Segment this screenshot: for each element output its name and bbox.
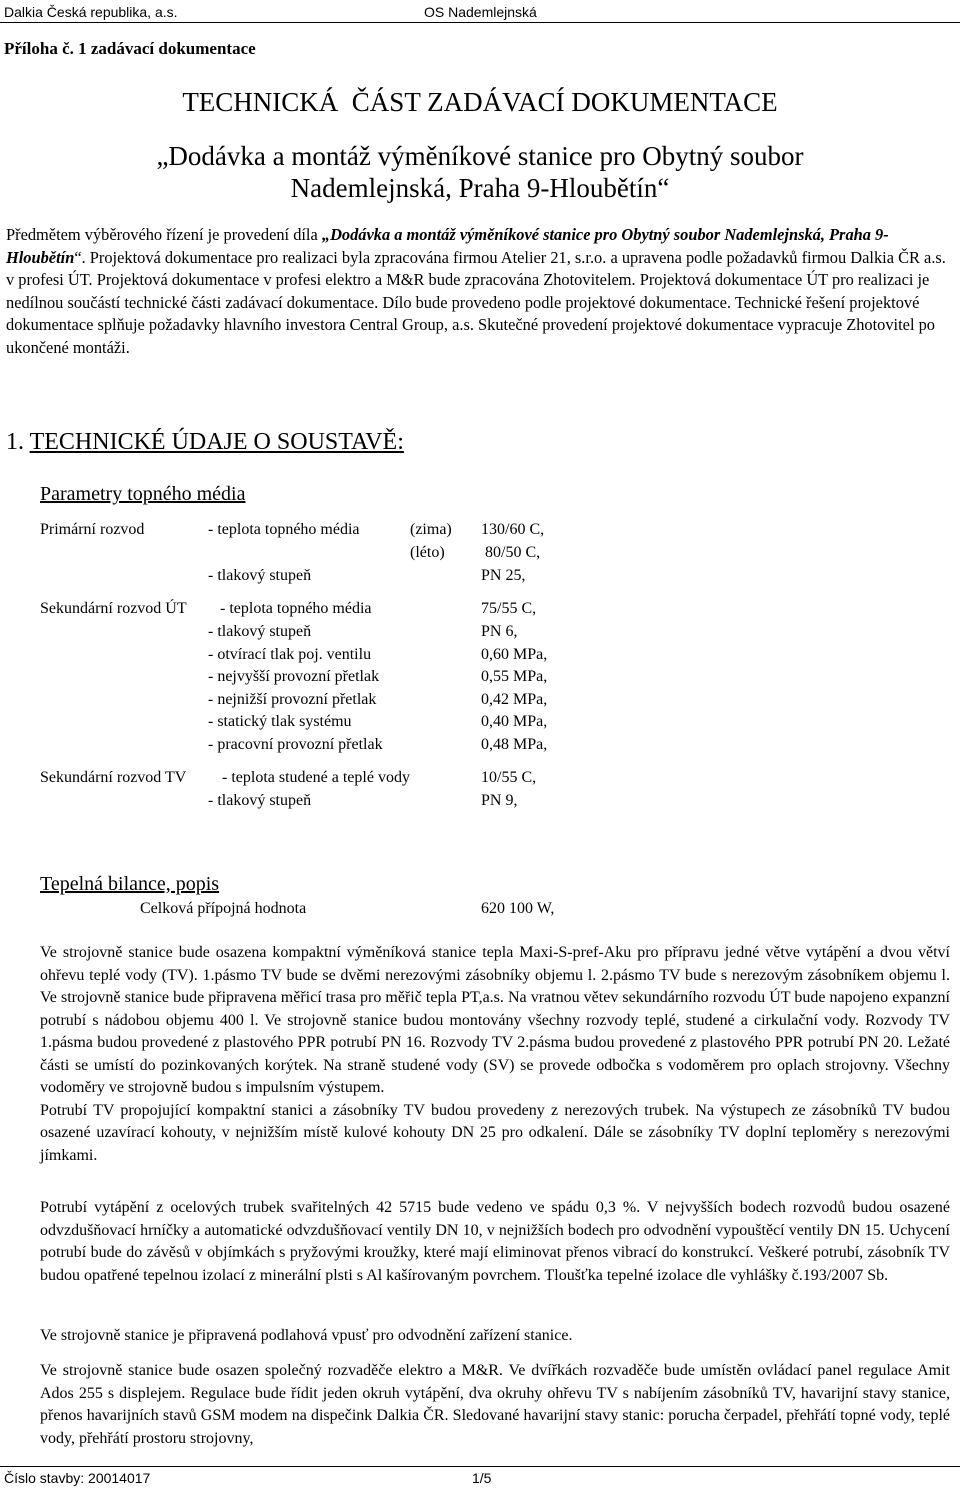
primary-value-2: PN 25, [481,567,526,584]
body-paragraph-1 [40,942,950,1167]
secondary-heating-value-3: 0,55 MPa, [481,668,548,685]
page-title: TECHNICKÁ ČÁST ZADÁVACÍ DOKUMENTACE [182,87,778,117]
secondary-heating-value-4: 0,42 MPa, [481,691,548,708]
secondary-tv-desc-0: - teplota studené a teplé vody [222,769,410,786]
secondary-heating-desc-1: - tlakový stupeň [208,623,312,640]
body-paragraph-3: Potrubí vytápění z ocelových trubek svařitelných 42 5715 bude vedeno ve spádu 0,3 %. V nejvyšších bodech rozvodů budou osazené odvzdušňovací hrníčky a automatické odvzdušňovací ventily DN 10, v nejnižších bodech pro odvodnění vypouštěcí ventily DN 15. Uchycení potrubí bude do závěsů v objímkách s pryžovými kroužky, které mají eliminovat přenos vibrací do konstrukcí. Veškeré potrubí, zásobník TV budou opatřené tepelnou izolací z minerální plsti s Al kašírovaným povrchem. Tloušťka tepelné izolace dle vyhlášky č.193/2007 Sb. [40,1199,950,1284]
attachment-label: Příloha č. 1 zadávací dokumentace [4,39,256,58]
header-rule [0,22,960,23]
section-title: TECHNICKÉ ÚDAJE O SOUSTAVĚ: [29,429,404,455]
primary-desc-0: - teplota topného média [208,521,360,538]
secondary-heating-desc-0: - teplota topného média [220,600,372,617]
primary-label: Primární rozvod [40,521,145,538]
secondary-heating-value-0: 75/55 C, [481,600,537,617]
balance-value: 620 100 W, [481,900,555,917]
primary-season-0: (zima) [410,521,452,538]
footer-page-number: 1/5 [472,1470,492,1486]
intro-rest: “. Projektová dokumentace pro realizaci byla zpracována firmou Atelier 21, s.r.o. a upravena podle požadavků firmou Dalkia ČR a.s. v profesi ÚT. Projektová dokumentace v profesi elektro a M&R bude zpracována Zhotovitelem. Projektová dokumentace ÚT pro realizaci je nedílnou součástí technické části zadávací dokumentace. Dílo bude provedeno podle projektové dokumentace. Technické řešení projektové dokumentace splňuje požadavky hlavního investora Central Group, a.s. Skutečné provedení projektové dokumentace vypracuje Zhotovitel po ukončené montáži. [6,247,946,357]
secondary-heating-desc-5: - statický tlak systému [208,713,352,730]
body-p1: Ve strojovně stanice bude osazena kompaktní výměníková stanice tepla Maxi-S-pref-Aku pro přípravu jedné větve vytápění a dvou větví ohřevu teplé vody (TV). 1.pásmo TV bude se dvěmi nerezovými zásobníky objemu l. 2.pásmo TV bude s nerezovým zásobníkem objemu l. Ve strojovně stanice bude připravena měřicí trasa pro měřič tepla PT,a.s. Na vratnou větev sekundárního rozvodu ÚT bude napojeno expanzní potrubí s nádobou objemu 400 l. Ve strojovně stanice budou montovány všechny rozvody teplé, studené a cirkulační vody. Rozvody TV 1.pásma budou provedené z plastového PPR potrubí PN 16. Rozvody TV 2.pásma budou provedené z plastového PPR potrubí PN 20. Ležaté části se umístí do pozinkovaných korýtek. Na straně studené vody (SV) se provede odbočka s vodoměrem pro oplach strojovny. Všechny vodoměry ve strojovně budou s impulsním výstupem. [40,944,950,1096]
section-heading [6,428,404,456]
secondary-heating-desc-4: - nejnižší provozní přetlak [208,691,377,708]
secondary-heating-desc-3: - nejvyšší provozní přetlak [208,668,380,685]
secondary-heating-value-1: PN 6, [481,623,518,640]
secondary-heating-value-5: 0,40 MPa, [481,713,548,730]
header-company: Dalkia Česká republika, a.s. [4,4,178,20]
body-p2: Potrubí TV propojující kompaktní stanici a zásobníky TV budou provedeny z nerezových trubek. Na výstupech ze zásobníků TV budou osazené uzavírací kohouty, v nejnižším místě kulové kohouty DN 25 pro odkalení. Dále se zásobníky TV doplní teploměry s nerezovými jímkami. [40,1101,950,1164]
body-paragraph-4: Ve strojovně stanice je připravená podlahová vpusť pro odvodnění zařízení stanice. [40,1327,573,1344]
intro-paragraph [6,224,950,359]
primary-season-1: (léto) [410,544,445,561]
primary-desc-2: - tlakový stupeň [208,567,312,584]
intro-prefix: Předmětem výběrového řízení je provedení díla [6,225,322,244]
balance-heading: Tepelná bilance, popis [40,873,220,895]
secondary-heating-label: Sekundární rozvod ÚT [40,600,187,617]
secondary-tv-value-1: PN 9, [481,792,518,809]
intro-work-name: „Dodávka a montáž výměníkové stanice pro Obytný soubor Nademlejnská, Praha 9-Hloubětín [6,225,889,267]
secondary-heating-value-2: 0,60 MPa, [481,646,548,663]
secondary-tv-label: Sekundární rozvod TV [40,769,187,786]
params-heading: Parametry topného média [40,483,246,505]
secondary-heating-value-6: 0,48 MPa, [481,736,548,753]
footer-build-number: Číslo stavby: 20014017 [4,1470,151,1486]
secondary-tv-desc-1: - tlakový stupeň [208,792,312,809]
secondary-tv-value-0: 10/55 C, [481,769,537,786]
page-subtitle: „Dodávka a montáž výměníkové stanice pro Obytný soubor Nademlejnská, Praha 9-Hloubětín“ [156,141,804,203]
footer-rule [0,1466,960,1467]
balance-label: Celková přípojná hodnota [140,900,307,917]
section-number: 1. [6,429,30,455]
body-paragraph-5: Ve strojovně stanice bude osazen společný rozvaděče elektro a M&R. Ve dvířkách rozvaděče bude umístěn ovládací panel regulace Amit Ados 255 s displejem. Regulace bude řídit jeden okruh vytápění, dva okruhy ohřevu TV s nabíjením zásobníků TV, havarijní stavy stanice, přenos havarijních stavů GSM modem na dispečink Dalkia ČR. Sledované havarijní stavy stanic: porucha čerpadel, přehřátí topné vody, teplé vody, přehřátí prostoru strojovny, [40,1362,950,1447]
secondary-heating-desc-2: - otvírací tlak poj. ventilu [208,646,372,663]
secondary-heating-desc-6: - pracovní provozní přetlak [208,736,383,753]
primary-value-0: 130/60 C, [481,521,545,538]
header-project: OS Nademlejnská [424,4,537,20]
primary-value-1: 80/50 C, [481,544,541,561]
